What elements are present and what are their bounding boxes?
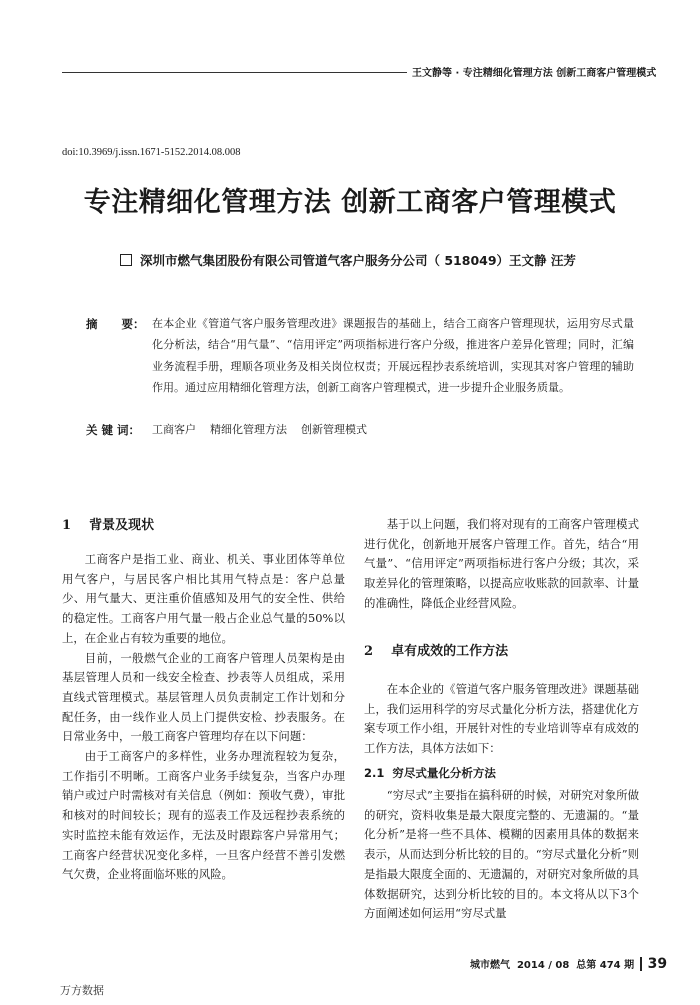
- section-2-1-heading: 2.1 穷尽式量化分析方法: [364, 766, 496, 780]
- paragraph: “穷尽式”主要指在搞科研的时候，对研究对象所做的研究，资料收集是最大限度完整的、无遗漏的。“量化分析”是将一些不具体、模糊的因素用具体的数据来表示，从而达到分析比较的目的。“穷尽式量化分析”则是指最大限度全面的、无遗漏的，对研究对象所做的具体数据研究，达到分析比较的目的。本文将从以下3个方面阐述如何运用“穷尽式量: [364, 788, 639, 921]
- section-2-body: [364, 680, 639, 759]
- authors-text: 深圳市燃气集团股份有限公司管道气客户服务分公司（ 518049）王文静 汪芳: [140, 253, 576, 268]
- footer-separator: [640, 957, 642, 971]
- page-footer: [470, 956, 667, 972]
- doi: doi:10.3969/j.issn.1671-5152.2014.08.008: [62, 147, 241, 158]
- section-1-heading: 1 背景及现状: [62, 518, 155, 533]
- paragraph: 由于工商客户的多样性，业务办理流程较为复杂，工作指引不明晰。工商客户业务手续复杂，当客户办理销户或过户时需核对有关信息（例如：预收气费），审批和核对的时间较长；现有的巡表工作及远程抄表系统的实时监控未能有效运作，无法及时跟踪客户异常用气；工商客户经营状况变化多样，一旦客户经营不善引发燃气欠费，企业将面临坏账的风险。: [62, 749, 345, 882]
- section-2-heading: 2 卓有成效的工作方法: [364, 644, 509, 659]
- paragraph: 基于以上问题，我们将对现有的工商客户管理模式进行优化，创新地开展客户管理工作。首先，结合“用气量”、“信用评定”两项指标进行客户分级；其次，采取差异化的管理策略，以提高应收账款的回款率、计量的准确性，降低企业经营风险。: [364, 517, 639, 610]
- running-header: 王文静等 · 专注精细化管理方法 创新工商客户管理模式: [412, 68, 657, 79]
- keywords-text: 工商客户 精细化管理方法 创新管理模式: [152, 423, 367, 436]
- abstract-label: 摘 要：: [86, 317, 145, 331]
- watermark: 万方数据: [60, 984, 104, 997]
- right-column-intro: [364, 515, 639, 614]
- left-column: [62, 550, 345, 885]
- page-number: 39: [647, 956, 668, 972]
- checkbox-square-icon: [120, 254, 132, 266]
- section-2-1-body: [364, 786, 639, 924]
- abstract-text: 在本企业《管道气客户服务管理改进》课题报告的基础上，结合工商客户管理现状，运用穷尽式量化分析法，结合“用气量”、“信用评定”两项指标进行客户分级，推进客户差异化管理；同时，汇编业务流程手册，理顺各项业务及相关岗位权责；开展远程抄表系统培训，实现其对客户管理的辅助作用。通过应用精细化管理方法，创新工商客户管理模式，进一步提升企业服务质量。: [152, 317, 634, 394]
- header-rule: [62, 72, 407, 73]
- paragraph: 目前，一般燃气企业的工商客户管理人员架构是由基层管理人员和一线安全检查、抄表等人员组成，采用直线式管理模式。基层管理人员负责制定工作计划和分配任务，由一线作业人员上门提供安检、抄表服务。在日常业务中，一般工商客户管理均存在以下问题：: [62, 650, 345, 744]
- author-line: [120, 251, 576, 269]
- paragraph: 在本企业的《管道气客户服务管理改进》课题基础上，我们运用科学的穷尽式量化分析方法，搭建优化方案专项工作小组，开展针对性的专业培训等卓有成效的工作方法，具体方法如下：: [364, 682, 639, 756]
- keywords-label: 关 键 词：: [86, 423, 141, 437]
- paragraph: 工商客户是指工业、商业、机关、事业团体等单位用气客户，与居民客户相比其用气特点是：客户总量少、用气量大、更注重价值感知及用气的安全性、供给的稳定性。工商客户用气量一般占企业总气量的50%以上，在企业占有较为重要的地位。: [62, 552, 345, 645]
- footer-journal: 城市燃气 2014 / 08 总第 474 期: [470, 960, 635, 971]
- article-title: 专注精细化管理方法 创新工商客户管理模式: [83, 187, 617, 218]
